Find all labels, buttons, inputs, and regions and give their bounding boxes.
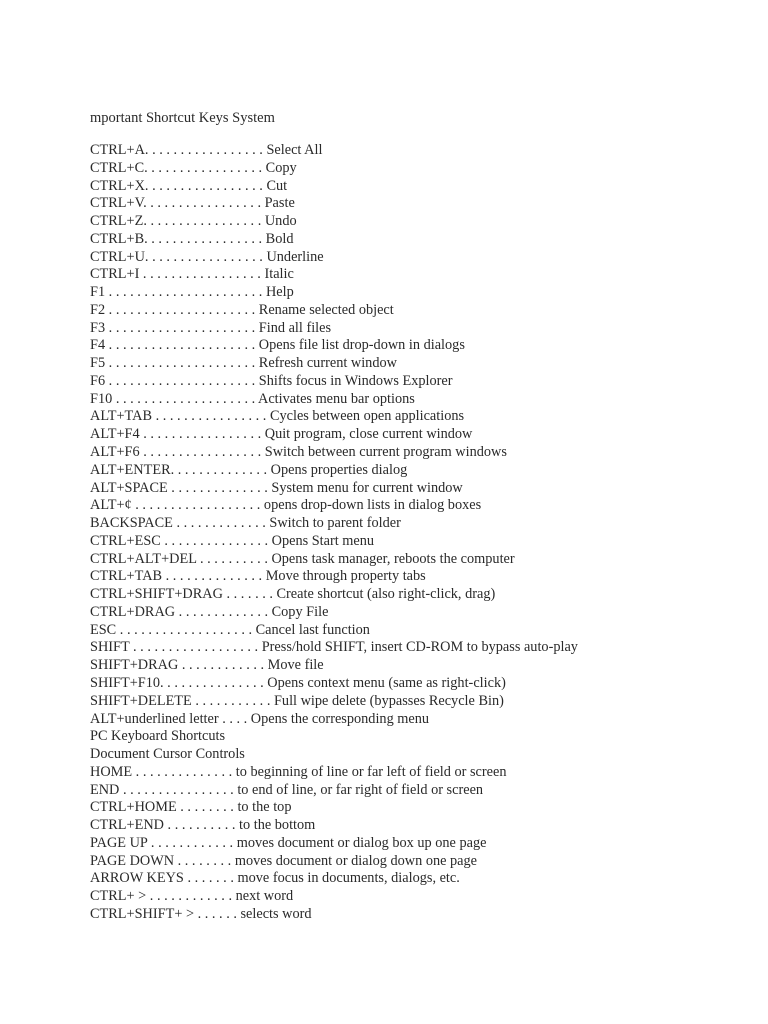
shortcut-line: CTRL+C. . . . . . . . . . . . . . . . . Copy <box>90 159 297 176</box>
shortcut-line: CTRL+SHIFT+ > . . . . . . selects word <box>90 905 312 922</box>
shortcut-list <box>90 142 578 924</box>
shortcut-line: CTRL+ > . . . . . . . . . . . . next word <box>90 888 294 905</box>
shortcut-line: ALT+TAB . . . . . . . . . . . . . . . . Cycles between open applications <box>90 408 465 425</box>
shortcut-line: F3 . . . . . . . . . . . . . . . . . . . . . Find all files <box>90 319 332 336</box>
shortcut-line: CTRL+SHIFT+DRAG . . . . . . . Create shortcut (also right-click, drag) <box>90 586 496 603</box>
shortcut-line: ARROW KEYS . . . . . . . move focus in documents, dialogs, etc. <box>90 870 460 887</box>
shortcut-line: ALT+F4 . . . . . . . . . . . . . . . . . Quit program, close current window <box>90 426 473 443</box>
shortcut-line: SHIFT+F10. . . . . . . . . . . . . . . Opens context menu (same as right-click) <box>90 674 506 691</box>
shortcut-line: ALT+SPACE . . . . . . . . . . . . . . System menu for current window <box>90 479 463 496</box>
shortcut-line: ESC . . . . . . . . . . . . . . . . . . . Cancel last function <box>90 621 370 638</box>
shortcut-line: CTRL+B. . . . . . . . . . . . . . . . . Bold <box>90 230 294 247</box>
shortcut-line: BACKSPACE . . . . . . . . . . . . . Switch to parent folder <box>90 515 401 532</box>
shortcut-line: CTRL+A. . . . . . . . . . . . . . . . . Select All <box>90 142 323 158</box>
shortcut-line: PAGE DOWN . . . . . . . . moves document or dialog down one page <box>90 852 478 869</box>
shortcut-line: F10 . . . . . . . . . . . . . . . . . . . . Activates menu bar options <box>90 390 415 407</box>
shortcut-line: CTRL+TAB . . . . . . . . . . . . . . Move through property tabs <box>90 568 426 585</box>
shortcut-line: PAGE UP . . . . . . . . . . . . moves document or dialog box up one page <box>90 834 487 851</box>
shortcut-line: CTRL+ALT+DEL . . . . . . . . . . Opens task manager, reboots the computer <box>90 550 515 567</box>
shortcut-line: ALT+underlined letter . . . . Opens the corresponding menu <box>90 710 430 727</box>
shortcut-line: PC Keyboard Shortcuts <box>90 728 226 745</box>
shortcut-line: CTRL+X. . . . . . . . . . . . . . . . . Cut <box>90 177 288 194</box>
shortcut-line: SHIFT+DELETE . . . . . . . . . . . Full wipe delete (bypasses Recycle Bin) <box>90 692 504 709</box>
shortcut-line: ALT+F6 . . . . . . . . . . . . . . . . . Switch between current program windows <box>90 444 507 461</box>
shortcut-line: SHIFT+DRAG . . . . . . . . . . . . Move file <box>90 657 324 674</box>
shortcut-line: F2 . . . . . . . . . . . . . . . . . . . . . Rename selected object <box>90 301 394 318</box>
shortcut-line: F1 . . . . . . . . . . . . . . . . . . . . . . Help <box>90 284 294 301</box>
shortcut-line: SHIFT . . . . . . . . . . . . . . . . . . Press/hold SHIFT, insert CD-ROM to bypass auto-play <box>90 639 578 656</box>
shortcut-line: CTRL+Z. . . . . . . . . . . . . . . . . Undo <box>90 213 297 230</box>
shortcut-line: Document Cursor Controls <box>90 746 245 763</box>
shortcut-line: ALT+ENTER. . . . . . . . . . . . . . Opens properties dialog <box>90 461 408 478</box>
shortcut-line: F6 . . . . . . . . . . . . . . . . . . . . . Shifts focus in Windows Explorer <box>90 372 453 389</box>
shortcut-line: CTRL+ESC . . . . . . . . . . . . . . . Opens Start menu <box>90 532 375 549</box>
shortcut-line: END . . . . . . . . . . . . . . . . to end of line, or far right of field or screen <box>90 781 484 798</box>
shortcut-line: ALT+¢ . . . . . . . . . . . . . . . . . . opens drop-down lists in dialog boxes <box>90 497 482 514</box>
shortcut-line: HOME . . . . . . . . . . . . . . to beginning of line or far left of field or screen <box>90 763 507 780</box>
shortcut-line: CTRL+DRAG . . . . . . . . . . . . . Copy File <box>90 603 329 620</box>
shortcut-line: CTRL+I . . . . . . . . . . . . . . . . . Italic <box>90 266 294 283</box>
shortcut-line: CTRL+END . . . . . . . . . . to the bottom <box>90 817 316 834</box>
shortcut-line: F4 . . . . . . . . . . . . . . . . . . . . . Opens file list drop-down in dialogs <box>90 337 465 354</box>
shortcut-line: CTRL+U. . . . . . . . . . . . . . . . . Underline <box>90 248 324 265</box>
shortcut-line: F5 . . . . . . . . . . . . . . . . . . . . . Refresh current window <box>90 355 397 372</box>
shortcut-line: CTRL+HOME . . . . . . . . to the top <box>90 799 292 816</box>
shortcut-line: CTRL+V. . . . . . . . . . . . . . . . . Paste <box>90 195 295 212</box>
document-title: mportant Shortcut Keys System <box>90 110 275 126</box>
